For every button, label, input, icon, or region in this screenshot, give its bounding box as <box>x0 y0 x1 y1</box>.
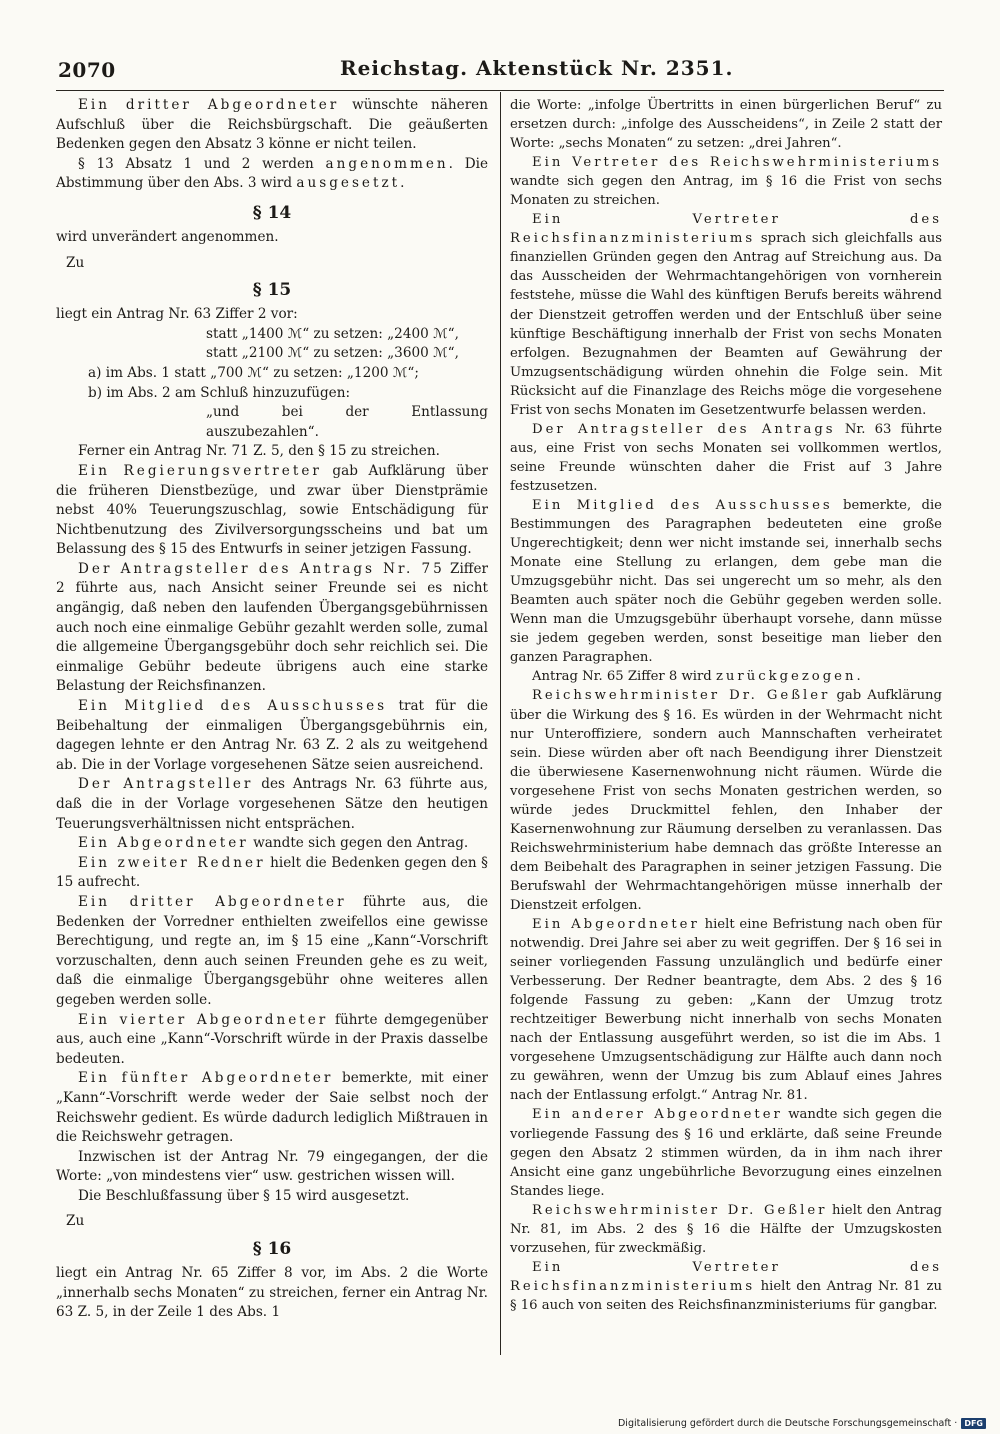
right-column <box>510 96 942 1315</box>
paragraph: Inzwischen ist der Antrag Nr. 79 eingegangen, der die Worte: „von mindestens vier“ usw. gestrichen wissen will. <box>56 1148 488 1185</box>
paragraph: Ein Vertreter des Reichswehrministeriums wandte sich gegen den Antrag, im § 16 die Frist von sechs Monaten zu streichen. <box>510 155 942 209</box>
section-heading: § 15 <box>252 280 292 301</box>
amendment-line: statt „1400 ℳ“ zu setzen: „2400 ℳ“, <box>206 325 459 342</box>
left-column <box>56 96 488 1323</box>
amendment-line: statt „2100 ℳ“ zu setzen: „3600 ℳ“, <box>206 345 459 362</box>
paragraph: die Worte: „infolge Übertritts in einen bürgerlichen Beruf“ zu ersetzen durch: „infolge des Ausscheidens“, in Zeile 2 statt der Worte: „sechs Monaten“ zu setzen: „drei Jahren“. <box>510 98 942 152</box>
paragraph: Ein Mitglied des Ausschusses trat für die Beibehaltung der einmaligen Übergangsgebührnis ein, dagegen lehnte er den Antrag Nr. 63 Z. 2 als zu weitgehend ab. Die in der Vorlage vorgesehenen Sätze seien ausreichend. <box>56 698 488 773</box>
amendment-line: b) im Abs. 2 am Schluß hinzuzufügen: <box>88 384 351 401</box>
column-divider <box>500 92 501 1355</box>
paragraph: Ein vierter Abgeordneter führte demgegenüber aus, auch eine „Kann“-Vorschrift würde in der Praxis dasselbe bedeuten. <box>56 1011 488 1067</box>
section-heading: § 14 <box>252 202 292 223</box>
paragraph: Ein dritter Abgeordneter führte aus, die Bedenken der Vorredner enthielten zweifellos eine gewisse Berechtigung, und regte an, im § 15 eine „Kann“-Vorschrift vorzuschalten, denn auch seinen Freunden gehe es zu weit, daß die einmalige Übergangsgebühr ohne weiteres allen gegeben werden solle. <box>56 893 488 1008</box>
paragraph: Ein Regierungsvertreter gab Aufklärung über die früheren Dienstbezüge, und zwar über Dienstprämie nebst 40% Teuerungszuschlag, sowie Entschädigung für Nichtbenutzung des Zivilversorgungsscheins und bat um Belassung des § 15 des Entwurfs in seiner jetzigen Fassung. <box>56 462 488 558</box>
paragraph: Ein Vertreter des Reichsfinanzministeriums hielt den Antrag Nr. 81 zu § 16 auch von seiten des Reichsfinanzministeriums für gangbar. <box>510 1259 942 1313</box>
zu-label: Zu <box>66 254 85 271</box>
page-number: 2070 <box>58 58 116 82</box>
running-title: Reichstag. Aktenstück Nr. 2351. <box>340 56 734 80</box>
section-heading: § 16 <box>252 1239 292 1260</box>
paragraph: Ein Abgeordneter hielt eine Befristung nach oben für notwendig. Drei Jahre sei aber zu weit gegriffen. Der § 16 sei in seiner vorliegenden Fassung unzulänglich und bedürfe einer Verbesserung. Der Redner beantragte, dem Abs. 2 des § 16 folgende Fassung zu geben: „Kann der Umzug trotz rechtzeitiger Bewerbung nicht innerhalb von sechs Monaten nach der Entlassung ausgeführt werden, so ist die im Abs. 1 vorgesehene Umzugsentschädigung zur Hälfte auch dann noch zu gewähren, wenn der Umzug bis zum Ablauf eines Jahres nach der Entlassung erfolgt.“ Antrag Nr. 81. <box>510 917 942 1104</box>
header-rule <box>56 90 944 91</box>
credit-text: Digitalisierung gefördert durch die Deutsche Forschungsgemeinschaft · <box>617 1418 958 1429</box>
paragraph: Ein Vertreter des Reichsfinanzministeriums sprach sich gleichfalls aus finanziellen Gründen gegen den Antrag auf Streichung aus. Da das Ausscheiden der Wehrmachtangehörigen von vornherein feststehe, müsse die Wahl des künftigen Berufs bereits während der Dienstzeit getroffen werden und der Entschluß über seine künftige Beschäftigung innerhalb der Frist von sechs Monaten erfolgen. Bezugnahmen der Beamten auf Gewährung der Umzugsentschädigung würden ohnehin die Folge sein. Mit Rücksicht auf die Finanzlage des Reichs möge die vorgesehene Frist von sechs Monaten im Gesetzentwurfe belassen werden. <box>510 212 942 418</box>
paragraph: § 13 Absatz 1 und 2 werden angenommen. Die Abstimmung über den Abs. 3 wird ausgesetzt. <box>56 155 488 192</box>
paragraph: Die Beschlußfassung über § 15 wird ausgesetzt. <box>78 1187 410 1204</box>
paragraph: Ein dritter Abgeordneter wünschte näheren Aufschluß über die Reichsbürgschaft. Die geäußerten Bedenken gegen den Absatz 3 könne er nicht teilen. <box>56 97 488 153</box>
paragraph: Ferner ein Antrag Nr. 71 Z. 5, den § 15 zu streichen. <box>78 443 440 460</box>
amendment-line: „und bei der Entlassung auszubezahlen“. <box>206 404 488 440</box>
digitization-credit <box>618 1418 986 1429</box>
paragraph: liegt ein Antrag Nr. 65 Ziffer 8 vor, im Abs. 2 die Worte „innerhalb sechs Monaten“ zu streichen, ferner ein Antrag Nr. 63 Z. 5, in der Zeile 1 des Abs. 1 <box>56 1265 488 1321</box>
paragraph: wird unverändert angenommen. <box>56 228 279 245</box>
amendment-line: a) im Abs. 1 statt „700 ℳ“ zu setzen: „1200 ℳ“; <box>88 364 419 381</box>
paragraph: Ein zweiter Redner hielt die Bedenken gegen den § 15 aufrecht. <box>56 854 488 891</box>
paragraph: Antrag Nr. 65 Ziffer 8 wird zurückgezogen. <box>532 669 861 685</box>
paragraph: liegt ein Antrag Nr. 63 Ziffer 2 vor: <box>56 306 298 323</box>
paragraph: Reichswehrminister Dr. Geßler gab Aufklärung über die Wirkung des § 16. Es würden in der Wehrmacht nicht nur Unteroffiziere, sondern auch Mannschaften verheiratet sein. Diese würden aber oft nach Beendigung ihrer Dienstzeit die überwiesene Kasernenwohnung nicht räumen. Würde die vorgesehene Frist von sechs Monaten gestrichen werden, so würde jedes Druckmittel fehlen, den Inhaber der Kasernenwohnung zur Räumung derselben zu veranlassen. Das Reichswehrministerium habe demnach das größte Interesse an dem Beibehalt des Paragraphen in seiner jetzigen Fassung. Die Berufswahl der Wehrmachtangehörigen müsse innerhalb der Dienstzeit erfolgen. <box>510 688 942 913</box>
paragraph: Reichswehrminister Dr. Geßler hielt den Antrag Nr. 81, im Abs. 2 des § 16 die Hälfte der Umzugskosten vorzusehen, für zweckmäßig. <box>510 1202 942 1256</box>
paragraph: Ein Mitglied des Ausschusses bemerkte, die Bestimmungen des Paragraphen bedeuteten eine große Ungerechtigkeit; denn wer nicht imstande sei, innerhalb sechs Monate eine Stellung zu erlangen, dem gebe man die Umzugsgebühr nicht. Das sei ungerecht um so mehr, als den Beamten auch später noch die Gebühr gegeben werden solle. Wenn man die Umzugsgebühr überhaupt vorsehe, dann müsse sie jedem gegeben werden, sonst beseitige man lieber den ganzen Paragraphen. <box>510 497 942 666</box>
paragraph: Der Antragsteller des Antrags Nr. 75 Ziffer 2 führte aus, nach Ansicht seiner Freunde sei es nicht angängig, daß neben den laufenden Übergangsgebührnissen auch noch eine einmalige Gebühr gezahlt werden solle, zumal die allgemeine Übergangsgebühr doch sehr reichlich sei. Die einmalige Gebühr bedeute übrigens auch eine starke Belastung der Reichsfinanzen. <box>56 560 488 695</box>
paragraph: Ein fünfter Abgeordneter bemerkte, mit einer „Kann“-Vorschrift werde weder der Saie selbst noch der Reichswehr gedient. Es würde dadurch lediglich Mißtrauen in die Reichswehr getragen. <box>56 1070 489 1146</box>
zu-label: Zu <box>66 1213 85 1230</box>
paragraph: Ein anderer Abgeordneter wandte sich gegen die vorliegende Fassung des § 16 und erklärte, daß seine Freunde gegen den Absatz 2 stimmen würden, da in ihm nach ihrer Ansicht eine ganz ungebührliche Bevorzugung eines einzelnen Standes liege. <box>510 1107 942 1199</box>
paragraph: Der Antragsteller des Antrags Nr. 63 führte aus, daß die in der Vorlage vorgesehenen Sätze den heutigen Teuerungsverhältnissen nicht entsprächen. <box>56 776 489 832</box>
dfg-logo: DFG <box>961 1418 986 1429</box>
paragraph: Der Antragsteller des Antrags Nr. 63 führte aus, eine Frist von sechs Monaten sei vollkommen wertlos, seine Freunde wünschten daher die Frist auf 3 Jahre festzusetzen. <box>510 421 942 494</box>
paragraph: Ein Abgeordneter wandte sich gegen den Antrag. <box>78 835 469 852</box>
